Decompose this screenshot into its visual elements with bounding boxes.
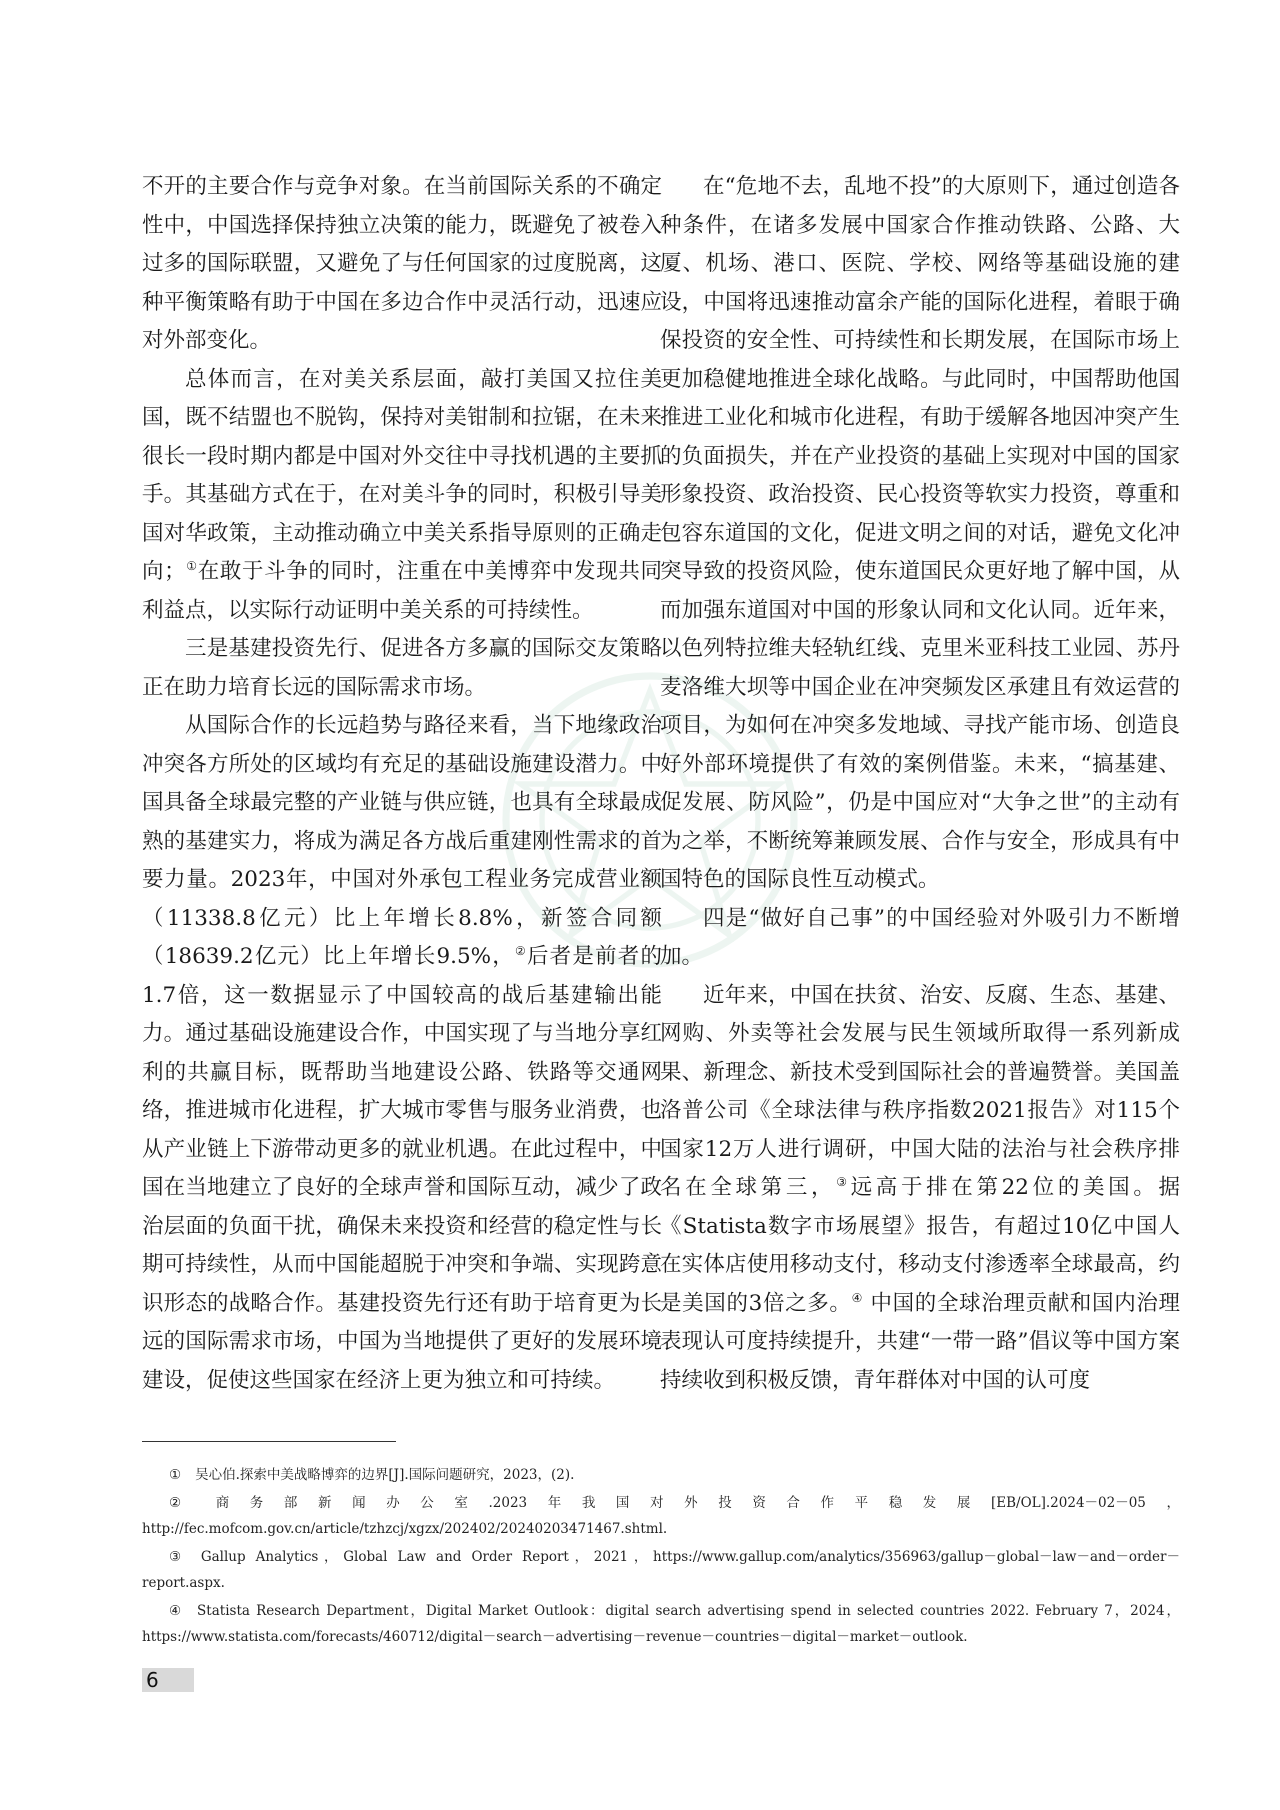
left-column [142, 168, 662, 1400]
footnote-item [142, 1462, 1180, 1488]
footnote-text: 吴心伯.探索中美战略博弈的边界[J].国际问题研究，2023，(2). [195, 1467, 575, 1483]
footnote-mark: ④ [169, 1603, 184, 1619]
footnote-text: 商务部新闻办公室.2023年我国对外投资合作平稳发展[EB/OL].2024－02－05，http://fec.mofcom.gov.cn/article/tzhzcj/xgzx/202402/20240203471467.shtml. [142, 1495, 1180, 1537]
footnote-text: Statista Research Department，Digital Market Outlook：digital search advertising spend in selected countries 2022. February 7，2024，https://www.statista.com/forecasts/460712/digital－search－advertising－revenue－countries－digital－market－outlook. [142, 1603, 1180, 1645]
footnote-mark: ① [169, 1467, 182, 1483]
paragraph: 不开的主要合作与竞争对象。在当前国际关系的不确定性中，中国选择保持独立决策的能力，既避免了被卷入过多的国际联盟，又避免了与任何国家的过度脱离，这种平衡策略有助于中国在多边合作中灵活行动，迅速应对外部变化。 [142, 174, 662, 353]
footnote-ref[interactable]: ① [185, 558, 198, 573]
footnote-item [142, 1490, 1180, 1542]
section-heading: 四是“做好自己事”的中国经验对外吸引力不断增加。 [660, 905, 1180, 969]
footnote-mark: ② [169, 1495, 202, 1511]
paragraph: 总体而言，在对美关系层面，敲打美国又拉住美国，既不结盟也不脱钩，保持对美钳制和拉锯，在未来很长一段时期内都是中国对外交往中寻找机遇的主要抓手。其基础方式在于，在对美斗争的同时，积极引导美国对华政策，主动推动确立中美关系指导原则的正确走向；①在敢于斗争的同时，注重在中美博弈中发现共同利益点，以实际行动证明中美关系的可持续性。 [142, 366, 662, 623]
footnote-mark: ③ [169, 1549, 187, 1565]
paragraph: 在“危地不去，乱地不投”的大原则下，通过创造各种条件，在诸多发展中国家合作推动铁路、公路、大厦、机场、港口、医院、学校、网络等基础设施的建设，中国将迅速推动富余产能的国际化进程，着眼于确保投资的安全性、可持续性和长期发展，在国际市场上更加稳健地推进全球化战略。与此同时，中国帮助他国推进工业化和城市化进程，有助于缓解各地因冲突产生的负面损失，并在产业投资的基础上实现对中国的国家形象投资、政治投资、民心投资等软实力投资，尊重和包容东道国的文化，促进文明之间的对话，避免文化冲突导致的投资风险，使东道国民众更好地了解中国，从而加强东道国对中国的形象认同和文化认同。近年来，以色列特拉维夫轻轨红线、克里米亚科技工业园、苏丹麦洛维大坝等中国企业在冲突频发区承建且有效运营的项目，为如何在冲突多发地域、寻找产能市场、创造良好外部环境提供了有效的案例借鉴。未来，“搞基建、促发展、防风险”，仍是中国应对“大争之世”的主动有为之举，不断统筹兼顾发展、合作与安全，形成具有中国特色的国际良性互动模式。 [660, 174, 1180, 892]
footnote-item [142, 1544, 1180, 1596]
footnote-ref[interactable]: ③ [836, 1174, 851, 1189]
footnote-divider [142, 1441, 396, 1442]
paragraph: 近年来，中国在扶贫、治安、反腐、生态、基建、网购、外卖等社会发展与民生领域所取得一系列新成果、新理念、新技术受到国际社会的普遍赞誉。美国盖洛普公司《全球法律与秩序指数2021报告》对115个国家12万人进行调研，中国大陆的法治与社会秩序排名在全球第三，③远高于排在第22位的美国。据《Statista数字市场展望》报告，有超过10亿中国人在实体店使用移动支付，移动支付渗透率全球最高，约是美国的3倍之多。④ 中国的全球治理贡献和国内治理表现认可度持续提升，共建“一带一路”倡议等中国方案持续收到积极反馈，青年群体对中国的认可度 [660, 982, 1180, 1393]
footnote-text: Gallup Analytics，Global Law and Order Report，2021，https://www.gallup.com/analytics/356963/gallup－global－law－and－order－report.aspx. [142, 1549, 1180, 1591]
paragraph: 从国际合作的长远趋势与路径来看，当下地缘政治冲突各方所处的区域均有充足的基础设施建设潜力。中国具备全球最完整的产业链与供应链，也具有全球最成熟的基建实力，将成为满足各方战后重建刚性需求的首要力量。2023年，中国对外承包工程业务完成营业额（11338.8亿元）比上年增长8.8%，新签合同额（18639.2亿元）比上年增长9.5%，②后者是前者的1.7倍，这一数据显示了中国较高的战后基建输出能力。通过基础设施建设合作，中国实现了与当地分享红利的共赢目标，既帮助当地建设公路、铁路等交通网络，推进城市化进程，扩大城市零售与服务业消费，也从产业链上下游带动更多的就业机遇。在此过程中，中国在当地建立了良好的全球声誉和国际互动，减少了政治层面的负面干扰，确保未来投资和经营的稳定性与长期可持续性，从而中国能超脱于冲突和争端、实现跨意识形态的战略合作。基建投资先行还有助于培育更为长远的国际需求市场，中国为当地提供了更好的发展环境建设，促使这些国家在经济上更为独立和可持续。 [142, 713, 662, 1393]
footnote-item [142, 1598, 1180, 1650]
footnote-ref[interactable]: ② [515, 943, 527, 958]
section-heading: 三是基建投资先行、促进各方多赢的国际交友策略正在助力培育长远的国际需求市场。 [142, 636, 662, 700]
footnotes [142, 1462, 1180, 1652]
right-column [660, 168, 1180, 1400]
page-number: 6 [142, 1668, 194, 1692]
footnote-ref[interactable]: ④ [851, 1290, 863, 1305]
